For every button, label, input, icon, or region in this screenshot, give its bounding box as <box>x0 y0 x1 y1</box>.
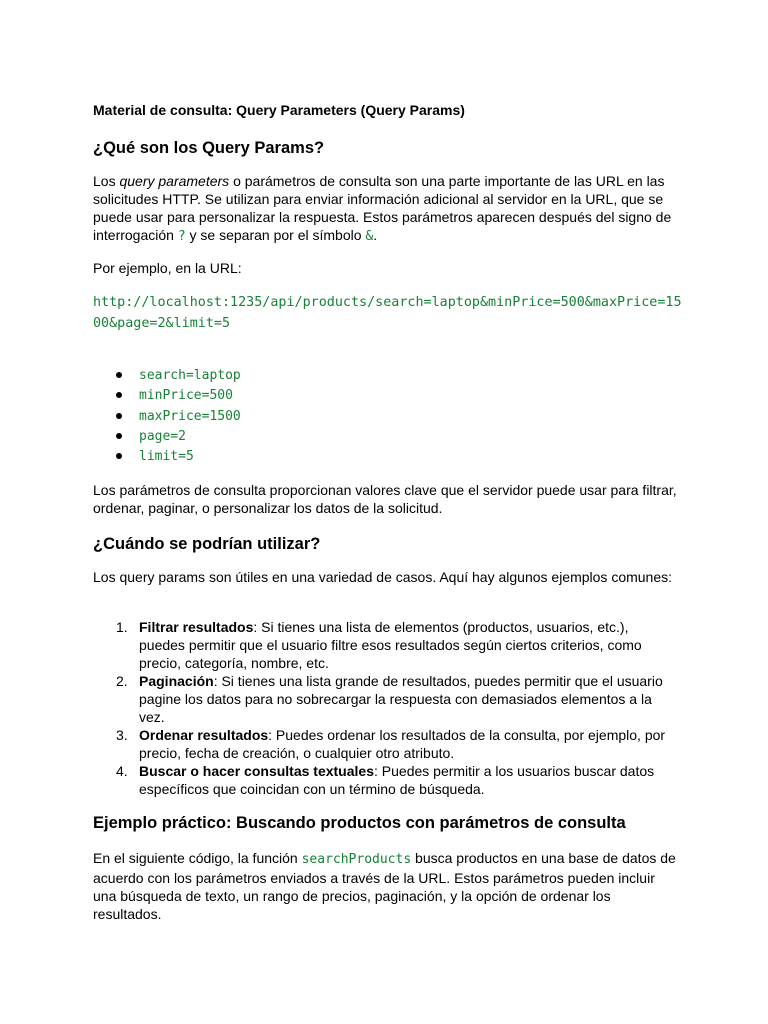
param-code: limit=5 <box>139 449 194 465</box>
list-term: Buscar o hacer consultas textuales <box>139 763 374 779</box>
param-code: search=laptop <box>139 368 241 383</box>
inline-code-ampersand: & <box>365 229 374 244</box>
list-item <box>93 446 241 466</box>
list-number: 2. <box>116 673 128 689</box>
text-run: busca productos en una base de datos de acuerdo con los parámetros enviados a través de la URL. Estos parámetros pueden incluir una búsqueda de texto, un rango de precios, paginación, y la opción de ordenar los resultados. <box>93 850 676 922</box>
params-list <box>93 365 241 466</box>
list-text: : Puedes permitir a los usuarios buscar datos específicos que coincidan con un término de búsqueda. <box>139 763 655 797</box>
list-item <box>93 762 678 798</box>
text-run: y se separan por el símbolo <box>185 227 366 243</box>
list-text: : Si tienes una lista de elementos (productos, usuarios, etc.), puedes permitir que el usuario filtre esos resultados según ciertos criterios, como precio, categoría, nombre, etc. <box>139 619 642 671</box>
text-run: . <box>373 227 378 243</box>
list-text: : Puedes ordenar los resultados de la consulta, por ejemplo, por precio, fecha de creación, o cualquier otro atributo. <box>139 727 666 761</box>
paragraph-example: Por ejemplo, en la URL: <box>93 260 242 276</box>
list-number: 3. <box>116 727 128 743</box>
list-item <box>93 726 678 762</box>
emphasis-text: query parameters <box>119 173 230 189</box>
paragraph-uses-intro: Los query params son útiles en una variedad de casos. Aquí hay algunos ejemplos comunes: <box>93 569 673 585</box>
list-term: Filtrar resultados <box>139 619 254 635</box>
list-item <box>93 672 678 726</box>
list-term: Paginación <box>139 673 214 689</box>
param-code: maxPrice=1500 <box>139 408 241 424</box>
paragraph-intro <box>93 172 678 246</box>
text-run: Los <box>93 173 120 189</box>
text-run: En el siguiente código, la función <box>93 850 302 866</box>
list-item <box>93 426 241 446</box>
text-run: o parámetros de consulta son una parte importante de las URL en las solicitudes HTTP. Se utilizan para enviar información adicional al servidor en la URL, que se puede usar para personalizar la respuesta. Estos parámetros aparecen después del signo de interrogación <box>93 173 672 243</box>
section-heading-when: ¿Cuándo se podrían utilizar? <box>93 535 321 553</box>
list-number: 1. <box>116 619 128 635</box>
document-title: Material de consulta: Query Parameters (Query Params) <box>93 102 465 118</box>
section-heading-example: Ejemplo práctico: Buscando productos con parámetros de consulta <box>93 814 626 832</box>
example-url: http://localhost:1235/api/products/search=laptop&minPrice=500&maxPrice=1500&page=2&limit=5 <box>93 295 682 331</box>
paragraph-summary: Los parámetros de consulta proporcionan valores clave que el servidor puede usar para filtrar, ordenar, paginar, o personalizar los datos de la solicitud. <box>93 482 677 516</box>
inline-code-question: ? <box>177 229 186 244</box>
param-code: minPrice=500 <box>139 388 233 404</box>
list-item <box>93 406 241 426</box>
list-item <box>93 365 241 385</box>
list-number: 4. <box>116 763 128 779</box>
uses-list <box>93 618 678 798</box>
list-item <box>93 618 678 672</box>
list-text: : Si tienes una lista grande de resultados, puedes permitir que el usuario pagine los datos para no sobrecargar la respuesta con demasiados elementos a la vez. <box>139 673 663 725</box>
param-code: page=2 <box>139 428 186 444</box>
list-term: Ordenar resultados <box>139 727 269 743</box>
list-item <box>93 385 241 405</box>
section-heading-what: ¿Qué son los Query Params? <box>93 139 325 157</box>
paragraph-example-code <box>93 849 678 923</box>
inline-code-function: searchProducts <box>301 852 412 867</box>
